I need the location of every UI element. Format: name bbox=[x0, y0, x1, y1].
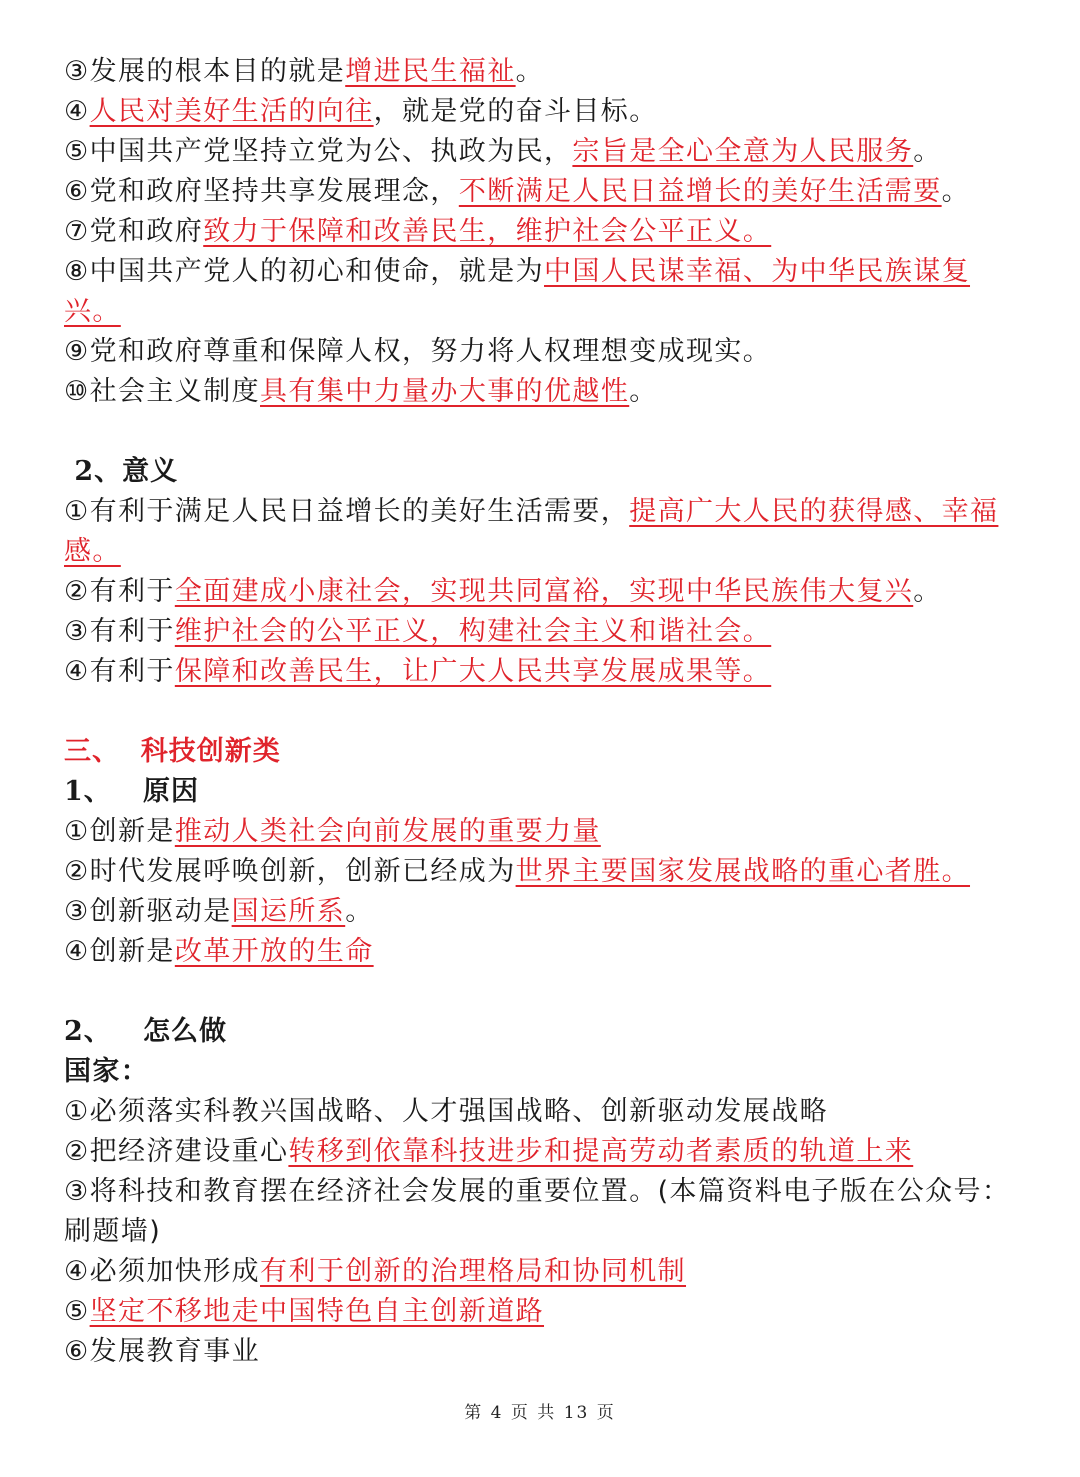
list-item: ⑤坚定不移地走中国特色自主创新道路 bbox=[64, 1296, 545, 1327]
list-item: ④有利于保障和改善民生，让广大人民共享发展成果等。 bbox=[64, 656, 772, 687]
list-item: ④人民对美好生活的向往，就是党的奋斗目标。 bbox=[64, 96, 658, 127]
list-item: ③有利于维护社会的公平正义，构建社会主义和谐社会。 bbox=[64, 616, 772, 647]
list-item: ③发展的根本目的就是增进民生福祉。 bbox=[64, 56, 545, 87]
list-item: ⑥发展教育事业 bbox=[64, 1336, 261, 1367]
howto-heading: 2、 怎么做 bbox=[64, 1016, 227, 1047]
list-item: ②有利于全面建成小康社会，实现共同富裕，实现中华民族伟大复兴。 bbox=[64, 576, 942, 607]
list-item: ④创新是改革开放的生命 bbox=[64, 936, 374, 967]
list-item: ③将科技和教育摆在经济社会发展的重要位置。(本篇资料电子版在公众号：刷题墙) bbox=[64, 1176, 1011, 1247]
list-item: ⑦党和政府致力于保障和改善民生，维护社会公平正义。 bbox=[64, 216, 772, 247]
people-livelihood-list bbox=[64, 52, 1022, 412]
innovation-section bbox=[64, 732, 1022, 1372]
list-item: ③创新驱动是国运所系。 bbox=[64, 896, 374, 927]
list-item: ⑩社会主义制度具有集中力量办大事的优越性。 bbox=[64, 376, 658, 407]
state-label: 国家： bbox=[64, 1056, 150, 1087]
page-number-footer: 第 4 页 共 13 页 bbox=[464, 1403, 616, 1423]
list-item: ②时代发展呼唤创新，创新已经成为世界主要国家发展战略的重心者胜。 bbox=[64, 856, 971, 887]
list-item: ⑤中国共产党坚持立党为公、执政为民，宗旨是全心全意为人民服务。 bbox=[64, 136, 942, 167]
list-item: ⑥党和政府坚持共享发展理念，不断满足人民日益增长的美好生活需要。 bbox=[64, 176, 971, 207]
innovation-section-heading: 三、 科技创新类 bbox=[64, 736, 281, 767]
list-item: ①必须落实科教兴国战略、人才强国战略、创新驱动发展战略 bbox=[64, 1096, 829, 1127]
list-item: ⑨党和政府尊重和保障人权，努力将人权理想变成现实。 bbox=[64, 336, 772, 367]
list-item: ①有利于满足人民日益增长的美好生活需要，提高广大人民的获得感、幸福感。 bbox=[64, 496, 999, 567]
reasons-heading: 1、 原因 bbox=[64, 776, 199, 807]
list-item: ①创新是推动人类社会向前发展的重要力量 bbox=[64, 816, 601, 847]
significance-section bbox=[64, 452, 1022, 692]
list-item: ④必须加快形成有利于创新的治理格局和协同机制 bbox=[64, 1256, 687, 1287]
significance-heading: 2、意义 bbox=[64, 456, 179, 487]
list-item: ②把经济建设重心转移到依靠科技进步和提高劳动者素质的轨道上来 bbox=[64, 1136, 914, 1167]
list-item: ⑧中国共产党人的初心和使命，就是为中国人民谋幸福、为中华民族谋复兴。 bbox=[64, 256, 971, 327]
